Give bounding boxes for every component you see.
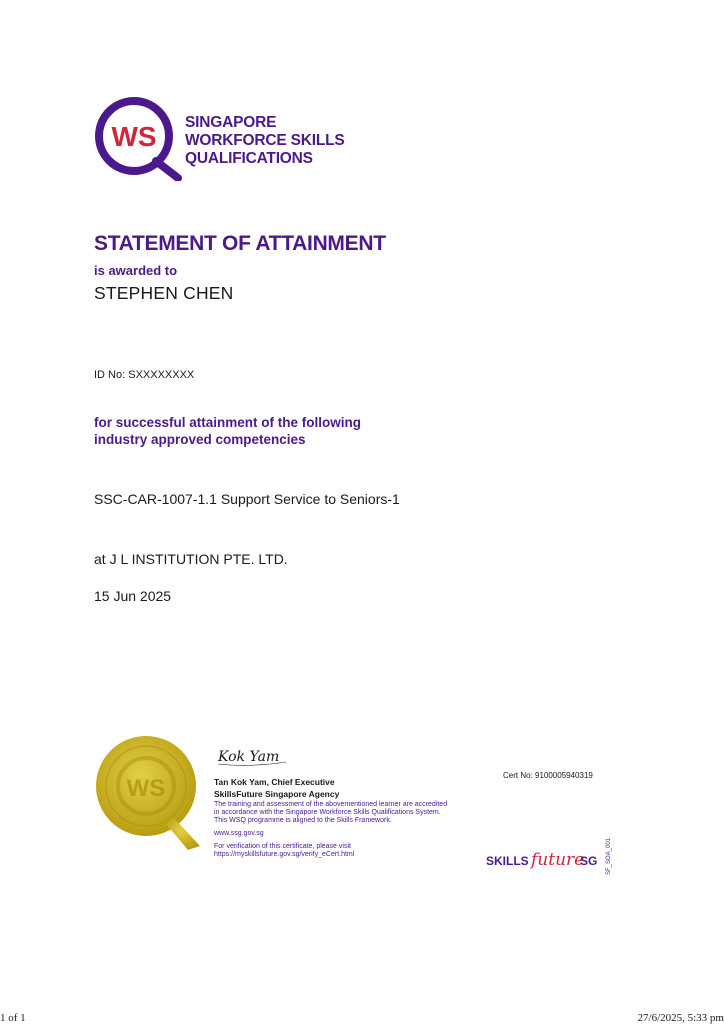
page-count: 1 of 1 bbox=[0, 1012, 26, 1024]
competency-unit: SSC-CAR-1007-1.1 Support Service to Seniors-1 bbox=[94, 491, 400, 507]
form-code: SF_SOA_001 bbox=[606, 837, 612, 875]
logo-line: WORKFORCE SKILLS bbox=[185, 132, 345, 149]
signature-icon bbox=[216, 744, 288, 768]
fineprint-line: The training and assessment of the abovementioned learner are accredited bbox=[214, 801, 448, 808]
logo-emblem-text: WS bbox=[111, 121, 157, 152]
sf-logo-sg: SG bbox=[580, 854, 598, 868]
fineprint-line: This WSQ programme is aligned to the Skills Framework. bbox=[214, 817, 392, 825]
skillsfuture-sg-logo-icon bbox=[486, 846, 598, 872]
recipient-name: STEPHEN CHEN bbox=[94, 283, 234, 303]
verification-text bbox=[214, 843, 354, 859]
verify-url-link[interactable]: https://myskillsfuture.gov.sg/verify_eCert.html bbox=[214, 851, 355, 859]
certificate-title: STATEMENT OF ATTAINMENT bbox=[94, 232, 386, 255]
signature-handwriting: Kok Yam bbox=[218, 749, 280, 765]
ssg-website-link[interactable]: www.ssg.gov.sg bbox=[214, 830, 264, 837]
cert-number: Cert No: 9100005940319 bbox=[503, 771, 593, 780]
seal-text: WS bbox=[126, 775, 166, 802]
attainment-line: industry approved competencies bbox=[94, 432, 306, 447]
fineprint-line: in accordance with the Singapore Workforce Skills Qualifications System. bbox=[214, 809, 441, 817]
logo-line: QUALIFICATIONS bbox=[185, 150, 313, 167]
attainment-statement bbox=[94, 414, 361, 448]
logo-line: SINGAPORE bbox=[185, 114, 277, 131]
attainment-line: for successful attainment of the following bbox=[94, 415, 362, 430]
accreditation-text bbox=[214, 801, 447, 826]
print-timestamp: 27/6/2025, 5:33 pm bbox=[637, 1012, 724, 1024]
signer-name-title: Tan Kok Yam, Chief Executive bbox=[214, 777, 335, 787]
verify-line: For verification of this certificate, please visit bbox=[214, 843, 351, 850]
wsq-logo-icon bbox=[92, 95, 182, 181]
sf-logo-future: future bbox=[531, 850, 585, 870]
training-institution: at J L INSTITUTION PTE. LTD. bbox=[94, 551, 288, 567]
signer-agency: SkillsFuture Singapore Agency bbox=[214, 789, 340, 799]
logo-wordmark bbox=[185, 114, 345, 168]
id-number: ID No: SXXXXXXXX bbox=[94, 369, 195, 381]
signer-block bbox=[214, 776, 339, 800]
issue-date: 15 Jun 2025 bbox=[94, 588, 172, 604]
awarded-to-label: is awarded to bbox=[94, 263, 178, 278]
sf-logo-skills: SKILLS bbox=[486, 854, 529, 868]
gold-seal-icon bbox=[94, 734, 206, 852]
